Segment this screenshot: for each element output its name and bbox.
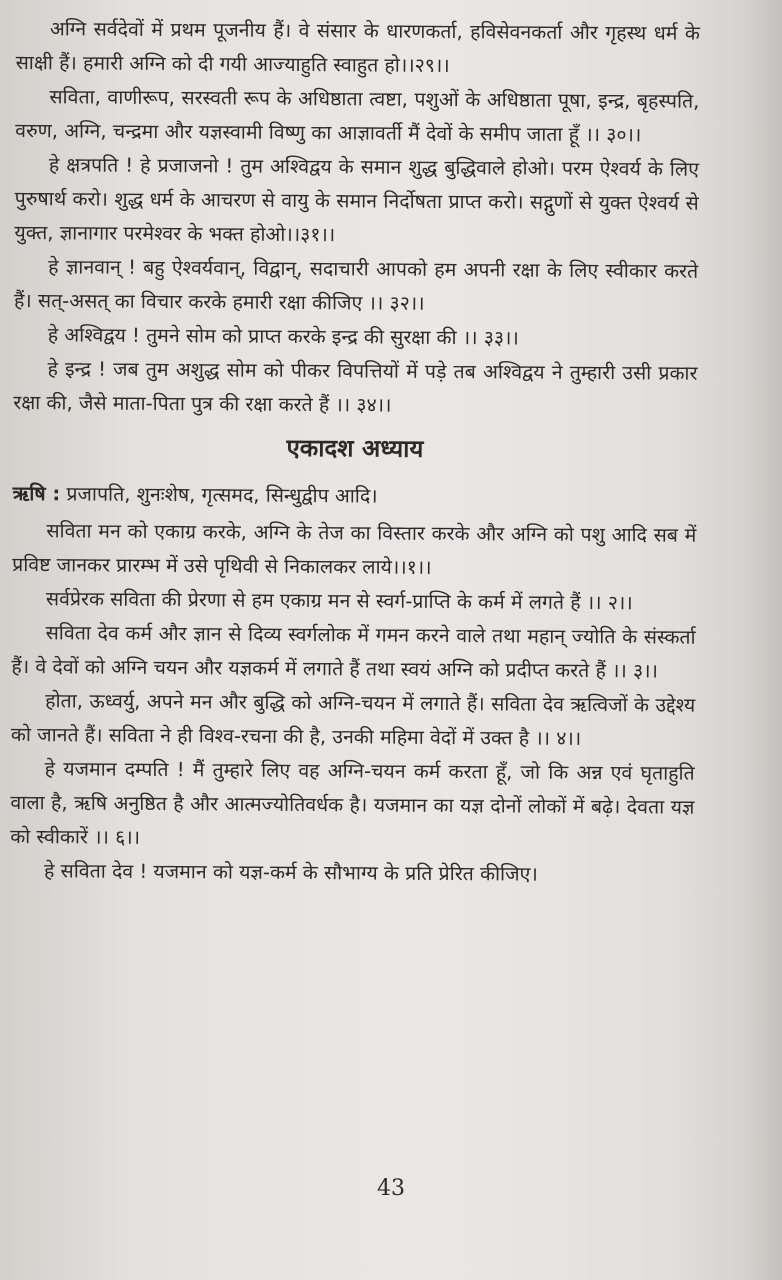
paragraph-verse-7: हे सविता देव ! यजमान को यज्ञ-कर्म के सौभाग्य के प्रति प्रेरित कीजिए। <box>43 859 538 886</box>
paragraph-verse-3: सविता देव कर्म और ज्ञान से दिव्य स्वर्गलोक में गमन करने वाले तथा महान् ज्योति के संस्कर्ता हैं। वे देवों को अग्नि चयन और यज्ञकर्म में लगाते हैं तथा स्वयं अग्नि को प्रदीप्त करते हैं ।। ३।। <box>11 621 696 683</box>
chapter-heading: एकादश अध्याय <box>286 433 424 463</box>
paragraph-verse-4: होता, ऊध्वर्यु, अपने मन और बुद्धि को अग्नि-चयन में लगाते हैं। सविता देव ऋत्विजों के उद्देश्य को जानते हैं। सविता ने ही विश्व-रचना की है, उनकी महिमा वेदों में उक्त है ।। ४।। <box>10 689 696 750</box>
rishi-line <box>12 474 696 519</box>
paragraph-verse-1: सविता मन को एकाग्र करके, अग्नि के तेज का विस्तार करके और अग्नि को पशु आदि सब में प्रविष्ट जानकर प्रारम्भ में उसे पृथिवी से निकालकर लाये।।१।। <box>12 519 697 579</box>
paragraph-verse-32: हे ज्ञानवान् ! बहु ऐश्वर्यवान्, विद्वान्, सदाचारी आपको हम अपनी रक्षा के लिए स्वीकार करते हैं। सत्-असत् का विचार करके हमारी रक्षा कीजिए ।। ३२।। <box>13 255 699 315</box>
paragraph-verse-34: हे इन्द्र ! जब तुम अशुद्ध सोम को पीकर विपत्तियों में पड़े तब अश्विद्वय ने तुम्हारी उसी प्रकार रक्षा की, जैसे माता-पिता पुत्र की रक्षा करते हैं ।। ३४।। <box>13 357 698 417</box>
rishi-label: ऋषि : <box>12 481 61 506</box>
page-number: 43 <box>377 1176 405 1201</box>
paragraph-verse-31: हे क्षत्रपति ! हे प्रजाजनो ! तुम अश्विद्वय के समान शुद्ध बुद्धिवाले होओ। परम ऐश्वर्य के लिए पुरुषार्थ करो। शुद्ध धर्म के आचरण से वायु के समान निर्दोषता प्राप्त करो। सद्गुणों से युक्त ऐश्वर्य से युक्त, ज्ञानागार परमेश्वर के भक्त होओ।।३१।। <box>14 153 699 247</box>
page-text <box>10 12 700 893</box>
paragraph-verse-33: हे अश्विद्वय ! तुमने सोम को प्राप्त करके इन्द्र की सुरक्षा की ।। ३३।। <box>47 323 519 350</box>
rishi-names: प्रजापति, शुनःशेष, गृत्समद, सिन्धुद्वीप आदि। <box>66 482 378 508</box>
paragraph-verse-6: हे यजमान दम्पति ! मैं तुम्हारे लिए वह अग्नि-चयन कर्म करता हूँ, जो कि अन्न एवं घृताहुति वाला है, ऋषि अनुष्ठित है और आत्मज्योतिवर्धक है। यजमान का यज्ञ दोनों लोकों में बढ़े। देवता यज्ञ को स्वीकारें ।। ६।। <box>10 757 695 849</box>
paragraph-verse-30: सविता, वाणीरूप, सरस्वती रूप के अधिष्ठाता त्वष्टा, पशुओं के अधिष्ठाता पूषा, इन्द्र, बृहस्पति, वरुण, अग्नि, चन्द्रमा और यज्ञस्वामी विष्णु का आज्ञावर्ती मैं देवों के समीप जाता हूँ ।। ३०।। <box>15 85 700 147</box>
paragraph-verse-2: सर्वप्रेरक सविता की प्रेरणा से हम एकाग्र मन से स्वर्ग-प्राप्ति के कर्म में लगते हैं ।। २।। <box>45 587 633 615</box>
paragraph-verse-29: अग्नि सर्वदेवों में प्रथम पूजनीय हैं। वे संसार के धारणकर्ता, हविसेवनकर्ता और गृहस्थ धर्म के साक्षी हैं। हमारी अग्नि को दी गयी आज्याहुति स्वाहुत हो।।२९।। <box>15 17 700 78</box>
page-edge-shadow <box>742 0 782 1280</box>
